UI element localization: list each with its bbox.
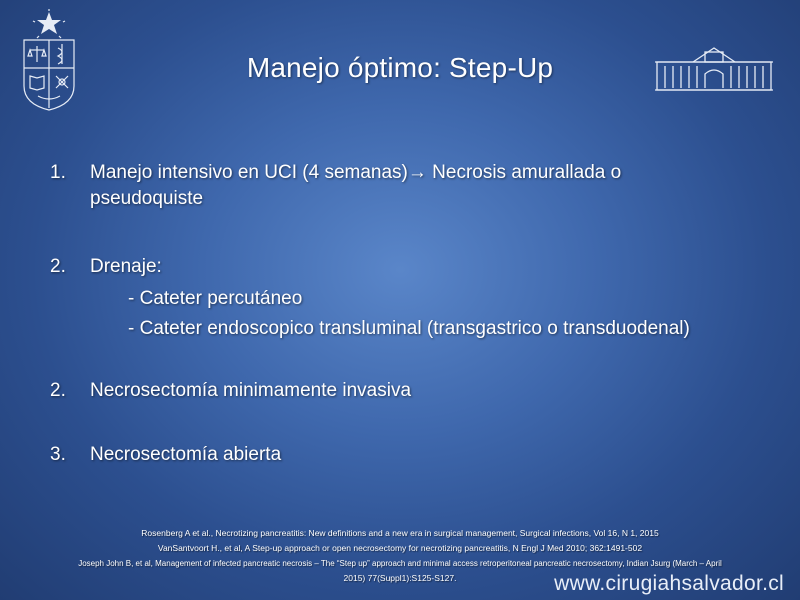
slide-title: Manejo óptimo: Step-Up [246, 52, 554, 83]
sub-item: - Cateter percutáneo [128, 288, 303, 309]
list-item [0, 160, 800, 216]
website-url: www.cirugiahsalvador.cl [554, 572, 784, 595]
item-number: 1. [50, 162, 66, 183]
reference-line: 2015) 77(Suppl1):S125-S127. [343, 573, 457, 583]
reference-line: VanSantvoort H., et al, A Step-up approach or open necrosectomy for necrotizing pancreatitis, N Engl J Med 2010; 362:1491-502 [157, 543, 643, 553]
sub-item: - Cateter endoscopico transluminal (transgastrico o transduodenal) [128, 318, 690, 339]
list-item [0, 254, 800, 280]
reference-line: Joseph John B, et al, Management of infected pancreatic necrosis – The “Step up” approach and minimal access retroperitoneal pancreatic necrosectomy, Indian Jsurg (March – April [78, 559, 722, 568]
item-number: 2. [50, 256, 66, 277]
item-text: Necrosectomía abierta [90, 444, 282, 465]
item-text: Drenaje: [90, 256, 162, 277]
list-item [0, 378, 800, 404]
arrow-right-icon: → [407, 162, 427, 183]
reference-line: Rosenberg A et al., Necrotizing pancreatitis: New definitions and a new era in surgical management, Surgical infections, Vol 16, N 1, 2015 [141, 528, 659, 538]
item-text: Necrosectomía minimamente invasiva [90, 380, 412, 401]
item-number: 3. [50, 444, 66, 465]
list-item [0, 442, 800, 468]
item-number: 2. [50, 380, 66, 401]
item-text: Manejo intensivo en UCI (4 semanas)→ Necrosis amurallada o pseudoquiste [90, 162, 622, 209]
